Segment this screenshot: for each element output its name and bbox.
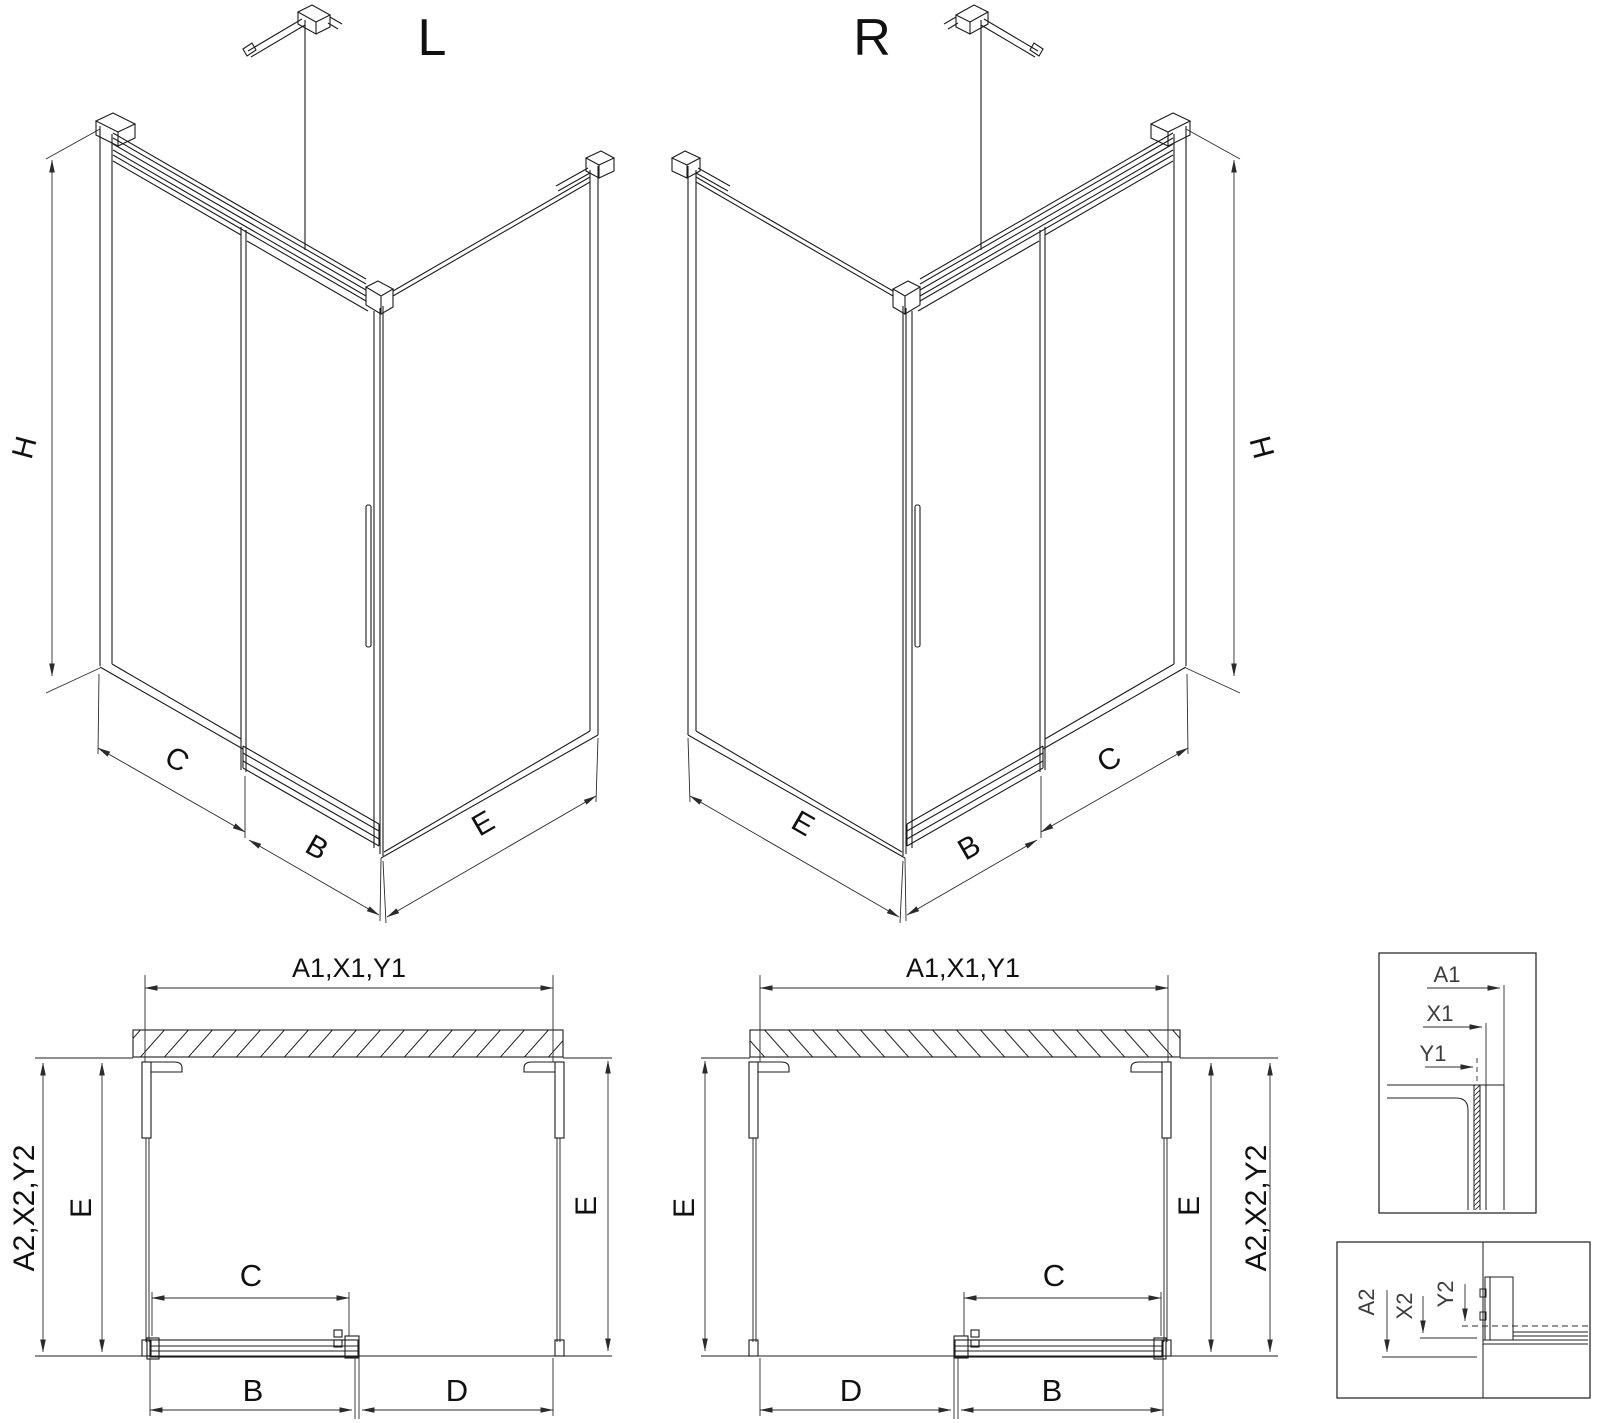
plan-left-dim-D: D xyxy=(445,1373,469,1408)
plan-left-dim-E-right: E xyxy=(570,1195,603,1217)
detail-door-profile xyxy=(1485,1277,1513,1340)
detail-glass-seam xyxy=(1474,1085,1480,1210)
detail-label-A1: A1 xyxy=(1433,962,1461,987)
iso-left-dim-B: B xyxy=(299,828,334,868)
iso-right-dim-B: B xyxy=(952,828,987,868)
plan-left-dim-E-left: E xyxy=(65,1197,98,1219)
detail-label-A2: A2 xyxy=(1354,1288,1379,1316)
iso-right-dim-H: H xyxy=(1242,432,1280,463)
iso-left-dim-E: E xyxy=(466,804,501,844)
iso-right-dim-C: C xyxy=(1091,740,1127,780)
plan-right-dim-D: D xyxy=(839,1373,863,1408)
plan-right-dim-C: C xyxy=(1042,1258,1066,1293)
plan-right-dim-A2X2Y2: A2,X2,Y2 xyxy=(1240,1144,1273,1272)
detail-wall-profile xyxy=(1379,953,1536,1213)
plan-right-dim-E-right: E xyxy=(1173,1195,1206,1217)
plan-right-dim-B: B xyxy=(1041,1373,1063,1408)
detail-label-Y1: Y1 xyxy=(1419,1041,1447,1066)
plan-left-dim-B: B xyxy=(242,1373,264,1408)
detail-label-X1: X1 xyxy=(1426,1001,1454,1026)
iso-left-dim-C: C xyxy=(159,740,195,780)
detail-box-bottom xyxy=(1337,1242,1590,1398)
detail-wall-inner-line xyxy=(1387,1098,1468,1210)
iso-right-dim-E: E xyxy=(785,804,820,844)
plan-left-dim-A2X2Y2: A2,X2,Y2 xyxy=(8,1144,41,1272)
plan-left-dim-C: C xyxy=(239,1258,263,1293)
iso-view-left xyxy=(6,5,614,923)
detail-box-top xyxy=(1379,953,1536,1213)
plan-left-dim-A1X1Y1: A1,X1,Y1 xyxy=(291,953,407,983)
iso-left-dim-H: H xyxy=(6,432,44,463)
iso-view-right xyxy=(672,5,1280,923)
plan-right-dim-A1X1Y1: A1,X1,Y1 xyxy=(905,953,1021,983)
plan-view-left xyxy=(8,953,612,1419)
detail-floor-profile xyxy=(1337,1242,1590,1398)
variant-label-left: L xyxy=(417,9,447,67)
detail-track-lines xyxy=(1483,1332,1588,1344)
detail-label-X2: X2 xyxy=(1392,1292,1417,1320)
plan-view-right xyxy=(668,953,1278,1419)
detail-label-Y2: Y2 xyxy=(1433,1280,1458,1308)
variant-label-right: R xyxy=(853,9,891,67)
plan-right-dim-E-left: E xyxy=(668,1197,701,1219)
